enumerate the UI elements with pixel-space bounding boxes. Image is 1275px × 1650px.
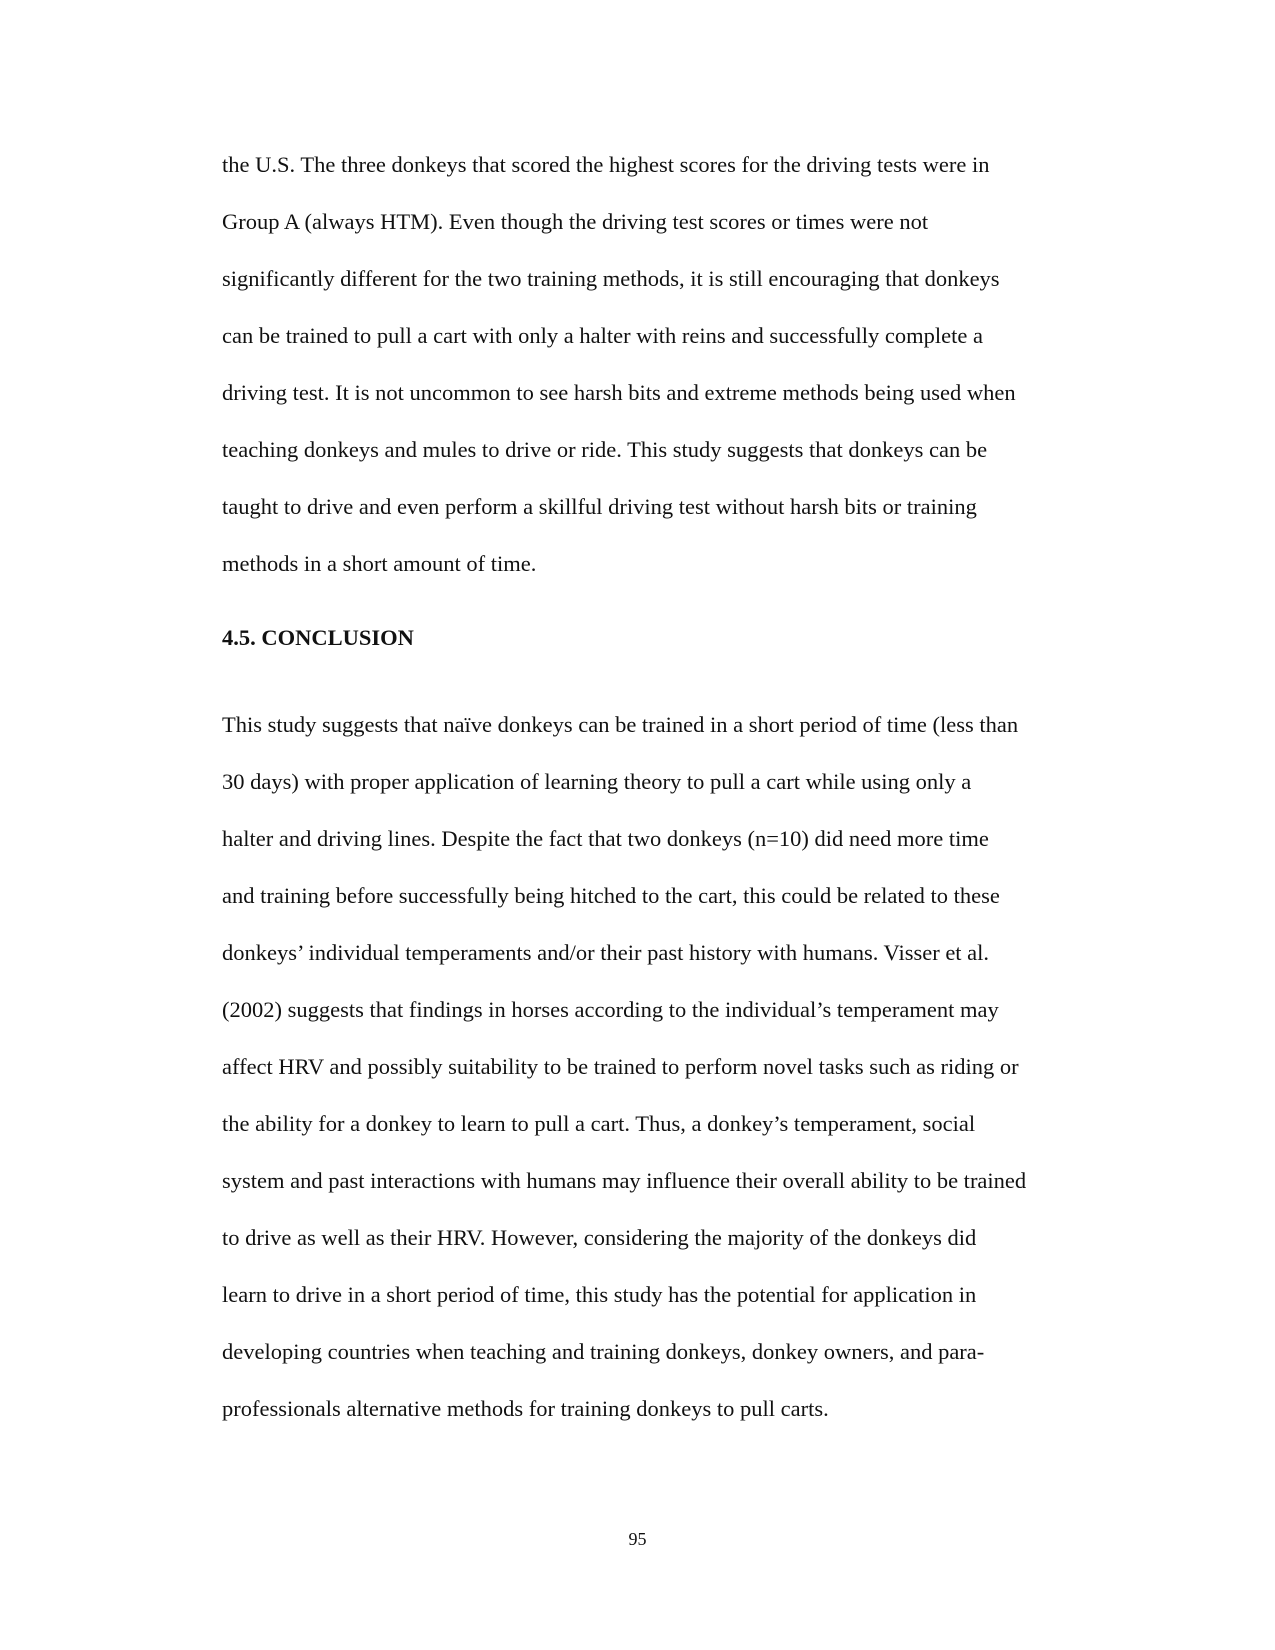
text-line: system and past interactions with humans may influence their overall ability to be trained	[222, 1168, 1027, 1193]
text-line: (2002) suggests that findings in horses according to the individual’s temperament may	[222, 997, 999, 1022]
text-line: developing countries when teaching and training donkeys, donkey owners, and para-	[222, 1339, 985, 1364]
text-line: the U.S. The three donkeys that scored the highest scores for the driving tests were in	[222, 152, 990, 177]
text-line: to drive as well as their HRV. However, considering the majority of the donkeys did	[222, 1225, 977, 1250]
text-line: the ability for a donkey to learn to pull a cart. Thus, a donkey’s temperament, social	[222, 1111, 976, 1136]
text-line: methods in a short amount of time.	[222, 551, 537, 576]
text-line: can be trained to pull a cart with only a halter with reins and successfully complete a	[222, 323, 983, 348]
body-paragraph-conclusion	[222, 696, 1122, 1437]
text-line: donkeys’ individual temperaments and/or their past history with humans. Visser et al.	[222, 940, 990, 965]
text-line: learn to drive in a short period of time, this study has the potential for application in	[222, 1282, 977, 1307]
page-number: 95	[628, 1529, 647, 1549]
text-line: 30 days) with proper application of learning theory to pull a cart while using only a	[222, 769, 972, 794]
text-line: taught to drive and even perform a skillful driving test without harsh bits or training	[222, 494, 977, 519]
text-line: teaching donkeys and mules to drive or ride. This study suggests that donkeys can be	[222, 437, 988, 462]
text-line: This study suggests that naïve donkeys can be trained in a short period of time (less than	[222, 712, 1019, 737]
text-line: professionals alternative methods for training donkeys to pull carts.	[222, 1396, 829, 1421]
text-line: and training before successfully being hitched to the cart, this could be related to these	[222, 883, 1000, 908]
body-paragraph-discussion	[222, 136, 1122, 592]
text-line: halter and driving lines. Despite the fact that two donkeys (n=10) did need more time	[222, 826, 989, 851]
text-line: driving test. It is not uncommon to see harsh bits and extreme methods being used when	[222, 380, 1016, 405]
section-heading-conclusion: 4.5. CONCLUSION	[222, 625, 414, 650]
text-line: significantly different for the two training methods, it is still encouraging that donkeys	[222, 266, 1000, 291]
text-line: Group A (always HTM). Even though the driving test scores or times were not	[222, 209, 929, 234]
text-line: affect HRV and possibly suitability to be trained to perform novel tasks such as riding or	[222, 1054, 1019, 1079]
